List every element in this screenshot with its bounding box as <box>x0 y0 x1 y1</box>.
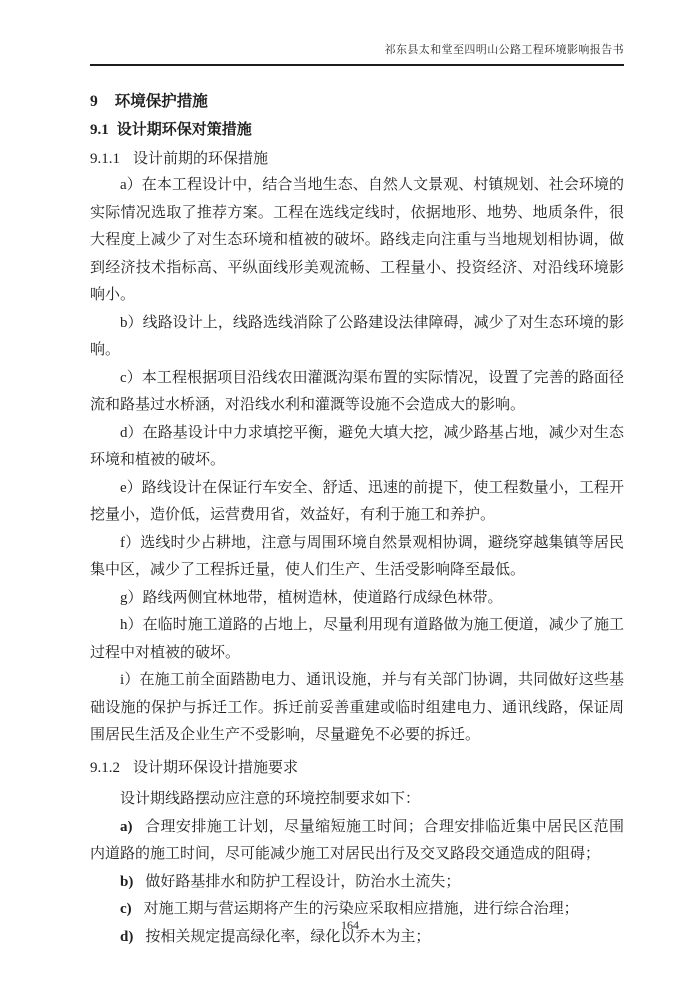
page-number: 164 <box>341 918 359 932</box>
paragraph-c: c）本工程根据项目沿线农田灌溉沟渠布置的实际情况，设置了完善的路面径流和路基过水桥涵，对沿线水利和灌溉等设施不会造成大的影响。 <box>90 369 624 413</box>
heading-section-9-1 <box>90 122 624 139</box>
list-item-a <box>90 814 624 869</box>
section-9-1-1-body <box>90 172 624 750</box>
list-item-label: b) <box>120 873 134 890</box>
heading-number: 9.1.1 <box>90 151 120 167</box>
heading-section-9-1-1 <box>90 151 624 168</box>
heading-number: 9 <box>90 93 98 110</box>
heading-number: 9.1 <box>90 122 109 138</box>
paragraph-g: g）路线两侧宜林地带，植树造林，使道路行成绿色林带。 <box>120 589 503 606</box>
page-footer <box>0 918 700 933</box>
heading-title: 设计期环保对策措施 <box>116 122 252 138</box>
list-item-text: 按相关规定提高绿化率，绿化以乔木为主； <box>145 928 431 945</box>
paragraph-a: a）在本工程设计中，结合当地生态、自然人文景观、村镇规划、社会环境的实际情况选取了推荐方案。工程在选线定线时，依据地形、地势、地质条件，很大程度上减少了对生态环境和植被的破坏。路线走向注重与当地规划相协调，做到经济技术指标高、平纵面线形美观流畅、工程量小、投资经济、对沿线环境影响小。 <box>90 177 624 303</box>
heading-chapter-9 <box>90 93 624 110</box>
list-item-label: d) <box>120 928 134 945</box>
running-header-title: 祁东县太和堂至四明山公路工程环境影响报告书 <box>384 44 624 56</box>
list-item-text: 合理安排施工计划，尽量缩短施工时间；合理安排临近集中居民区范围内道路的施工时间，尽可能减少施工对居民出行及交叉路段交通造成的阻碍； <box>90 818 624 862</box>
paragraph-e: e）路线设计在保证行车安全、舒适、迅速的前提下，使工程数量小，工程开挖量小，造价低，运营费用省，效益好，有利于施工和养护。 <box>90 479 624 523</box>
paragraph-i: i）在施工前全面踏勘电力、通讯设施，并与有关部门协调，共同做好这些基础设施的保护与拆迁工作。拆迁前妥善重建或临时组建电力、通讯线路，保证周围居民生活及企业生产不受影响，尽量避免不必要的拆迁。 <box>90 672 624 743</box>
list-item-b <box>90 869 624 897</box>
paragraph-b: b）线路设计上，线路选线消除了公路建设法律障碍，减少了对生态环境的影响。 <box>90 314 624 358</box>
heading-title: 设计前期的环保措施 <box>133 151 269 167</box>
list-item-text: 做好路基排水和防护工程设计，防治水土流失； <box>145 873 461 890</box>
header-rule <box>90 64 624 66</box>
paragraph-f: f）选线时少占耕地，注意与周围环境自然景观相协调，避绕穿越集镇等居民集中区，减少了工程拆迁量，使人们生产、生活受影响降至最低。 <box>90 534 624 578</box>
list-item-label: a) <box>120 818 133 835</box>
list-item-label: c) <box>120 901 132 917</box>
intro-paragraph: 设计期线路摆动应注意的环境控制要求如下： <box>120 791 421 807</box>
heading-title: 设计期环保设计措施要求 <box>133 759 299 776</box>
heading-title: 环境保护措施 <box>114 93 208 110</box>
heading-number: 9.1.2 <box>90 759 120 776</box>
paragraph-h: h）在临时施工道路的占地上，尽量利用现有道路做为施工便道，减少了施工过程中对植被的破坏。 <box>90 617 624 661</box>
paragraph-d: d）在路基设计中力求填挖平衡，避免大填大挖，减少路基占地，减少对生态环境和植被的破坏。 <box>90 424 624 468</box>
heading-section-9-1-2 <box>90 755 624 783</box>
running-header <box>90 0 624 57</box>
list-item-text: 对施工期与营运期将产生的污染应采取相应措施，进行综合治理； <box>143 901 579 917</box>
